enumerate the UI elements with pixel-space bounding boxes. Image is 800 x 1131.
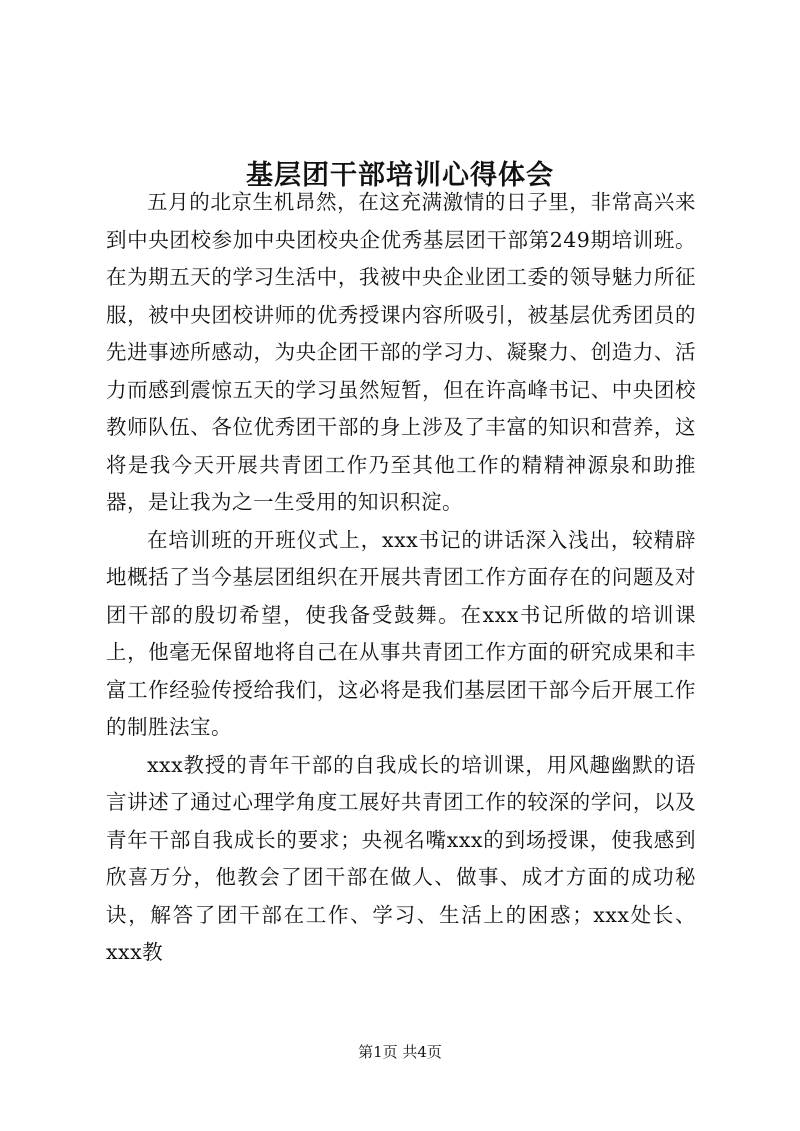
page-number: 第1页 共4页 — [358, 1043, 442, 1061]
page-footer — [0, 1042, 800, 1062]
document-body — [106, 184, 696, 972]
paragraph: xxx教授的青年干部的自我成长的培训课，用风趣幽默的语言讲述了通过心理学角度工展好共青团工作的较深的学问，以及青年干部自我成长的要求；央视名嘴xxx的到场授课，使我感到欣喜万分，他教会了团干部在做人、做事、成才方面的成功秘诀，解答了团干部在工作、学习、生活上的困惑；xxx处长、xxx教 — [106, 752, 696, 964]
page-title: 基层团干部培训心得体会 — [246, 160, 554, 192]
paragraph: 在培训班的开班仪式上，xxx书记的讲话深入浅出，较精辟地概括了当今基层团组织在开展共青团工作方面存在的问题及对团干部的殷切希望，使我备受鼓舞。在xxx书记所做的培训课上，他毫无保留地将自己在从事共青团工作方面的研究成果和丰富工作经验传授给我们，这必将是我们基层团干部今后开展工作的制胜法宝。 — [106, 527, 696, 739]
paragraph: 五月的北京生机昂然，在这充满激情的日子里，非常高兴来到中央团校参加中央团校央企优秀基层团干部第249期培训班。在为期五天的学习生活中，我被中央企业团工委的领导魅力所征服，被中央团校讲师的优秀授课内容所吸引，被基层优秀团员的先进事迹所感动，为央企团干部的学习力、凝聚力、创造力、活力而感到震惊五天的学习虽然短暂，但在许高峰书记、中央团校教师队伍、各位优秀团干部的身上涉及了丰富的知识和营养，这将是我今天开展共青团工作乃至其他工作的精精神源泉和助推器，是让我为之一生受用的知识积淀。 — [106, 190, 696, 514]
